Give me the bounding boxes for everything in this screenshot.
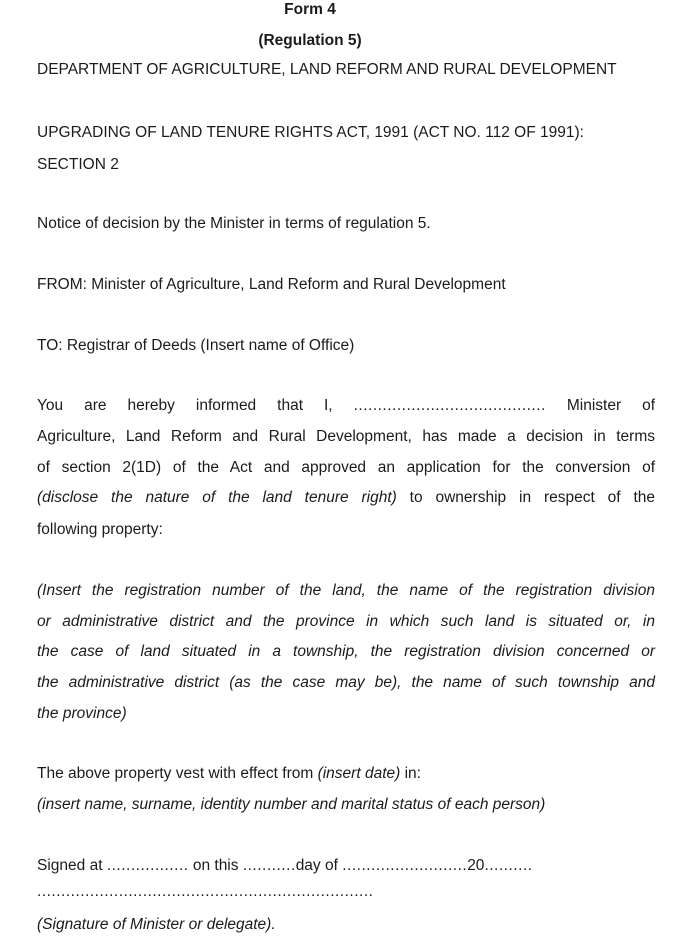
day-of-text: day of [295,857,343,874]
disclose-nature-instruction: (disclose the nature of the land tenure right) [37,489,397,506]
property-instruction-line-1: (Insert the registration number of the land, the name of the registration division [37,582,655,599]
to-line: TO: Registrar of Deeds (Insert name of Office) [37,337,355,354]
year-blank: .......... [484,857,533,874]
act-title-line-1: UPGRADING OF LAND TENURE RIGHTS ACT, 1991 (ACT NO. 112 OF 1991): [37,124,584,141]
property-instruction-line-2: or administrative district and the province in which such land is situated or, in [37,613,655,630]
act-title-line-2: SECTION 2 [37,156,119,173]
minister-name-blank: ........................................ [353,397,546,414]
vest-in-text: in: [400,765,421,782]
minister-of-text: Minister of [566,397,656,414]
signed-line [37,856,533,876]
vest-text: The above property vest with effect from [37,765,318,782]
informed-line-3: of section 2(1D) of the Act and approved an application for the conversion of [37,459,655,476]
signature-blank: ...................................................................... [37,883,374,900]
month-blank: .......................... [342,857,468,874]
informed-line-1 [37,396,655,416]
ownership-text: to ownership in respect of the [396,489,655,506]
from-line: FROM: Minister of Agriculture, Land Reform and Rural Development [37,276,506,293]
informed-line-4 [37,488,655,508]
form-number: Form 4 [284,1,336,18]
informed-line-2: Agriculture, Land Reform and Rural Development, has made a decision in terms [37,428,655,445]
day-blank: ........... [242,857,296,874]
persons-instruction: (insert name, surname, identity number and marital status of each person) [37,796,546,813]
informed-text: You are hereby informed that I, [37,397,333,414]
property-instruction-line-4: the administrative district (as the case may be), the name of such township and [37,674,655,691]
insert-date-instruction: (insert date) [317,765,401,782]
informed-line-5: following property: [37,521,163,538]
on-this-text: on this [188,857,243,874]
property-instruction-line-5: the province) [37,705,127,722]
signed-at-text: Signed at [37,857,107,874]
regulation-reference: (Regulation 5) [258,32,362,49]
place-blank: ................. [106,857,189,874]
notice-line: Notice of decision by the Minister in terms of regulation 5. [37,215,431,232]
vest-line [37,764,421,784]
property-instruction-line-3: the case of land situated in a township, the registration division concerned or [37,643,655,660]
year-prefix: 20 [467,857,485,874]
department-heading: DEPARTMENT OF AGRICULTURE, LAND REFORM AND RURAL DEVELOPMENT [37,61,617,78]
signature-label: (Signature of Minister or delegate). [37,916,276,933]
